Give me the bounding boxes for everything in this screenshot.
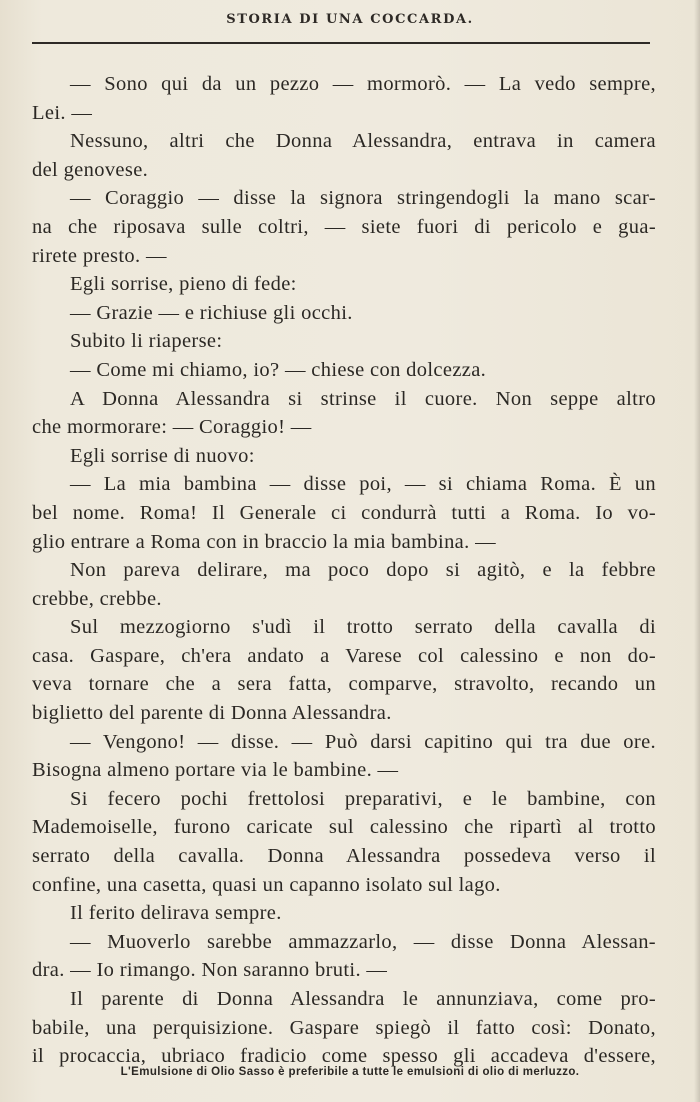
text-line: — Sono qui da un pezzo — mormorò. — La vedo sempre, bbox=[70, 73, 656, 95]
page-edge-shadow bbox=[694, 0, 700, 1102]
text-line: glio entrare a Roma con in braccio la mia bambina. — bbox=[32, 530, 496, 553]
text-line: Bisogna almeno portare via le bambine. — bbox=[32, 759, 399, 782]
text-line: biglietto del parente di Donna Alessandra. bbox=[32, 702, 392, 725]
text-line: — Coraggio — disse la signora stringendogli la mano scar- bbox=[70, 187, 656, 210]
text-line: — Vengono! — disse. — Può darsi capitino qui tra due ore. bbox=[70, 730, 656, 753]
text-line: Si fecero pochi frettolosi preparativi, e le bambine, con bbox=[70, 787, 656, 810]
text-line: A Donna Alessandra si strinse il cuore. Non seppe altro bbox=[70, 387, 656, 410]
text-line: — Grazie — e richiuse gli occhi. bbox=[70, 301, 353, 324]
footer-advertisement: L'Emulsione di Olio Sasso è preferibile a tutte le emulsioni di olio di merluzzo. bbox=[120, 1066, 580, 1078]
text-line: crebbe, crebbe. bbox=[32, 587, 162, 610]
text-line: Il parente di Donna Alessandra le annunziava, come pro- bbox=[70, 988, 656, 1010]
text-line: dra. — Io rimango. Non saranno bruti. — bbox=[32, 959, 388, 982]
text-line: Sul mezzogiorno s'udì il trotto serrato della cavalla di bbox=[70, 616, 656, 639]
body-text bbox=[32, 70, 656, 1071]
text-line: veva tornare che a sera fatta, comparve, stravolto, recando un bbox=[32, 673, 656, 696]
text-line: serrato della cavalla. Donna Alessandra possedeva verso il bbox=[32, 845, 656, 868]
text-line: il procaccia, ubriaco fradicio come spesso gli accadeva d'essere, bbox=[32, 1045, 656, 1068]
text-line: Egli sorrise di nuovo: bbox=[70, 444, 255, 467]
text-line: confine, una casetta, quasi un capanno isolato sul lago. bbox=[32, 873, 501, 896]
running-head-title: STORIA DI UNA COCCARDA. bbox=[226, 12, 474, 27]
text-line: Egli sorrise, pieno di fede: bbox=[70, 273, 297, 296]
text-line: na che riposava sulle coltri, — siete fuori di pericolo e gua- bbox=[32, 215, 656, 238]
text-line: Il ferito delirava sempre. bbox=[70, 902, 282, 925]
text-line: Mademoiselle, furono caricate sul calessino che ripartì al trotto bbox=[32, 816, 656, 839]
text-line: Non pareva delirare, ma poco dopo si agitò, e la febbre bbox=[70, 559, 656, 582]
text-line: babile, una perquisizione. Gaspare spiegò il fatto così: Donato, bbox=[32, 1016, 656, 1039]
text-line: casa. Gaspare, ch'era andato a Varese col calessino e non do- bbox=[32, 644, 656, 667]
header-rule bbox=[32, 42, 650, 44]
text-line: Subito li riaperse: bbox=[70, 330, 223, 353]
text-line: Lei. — bbox=[32, 101, 93, 124]
text-line: — Come mi chiamo, io? — chiese con dolcezza. bbox=[70, 358, 487, 381]
text-line: — Muoverlo sarebbe ammazzarlo, — disse Donna Alessan- bbox=[70, 930, 656, 953]
text-line: bel nome. Roma! Il Generale ci condurrà tutti a Roma. Io vo- bbox=[32, 501, 656, 524]
text-line: Nessuno, altri che Donna Alessandra, entrava in camera bbox=[70, 130, 656, 153]
text-line: — La mia bambina — disse poi, — si chiama Roma. È un bbox=[70, 473, 656, 496]
text-line: rirete presto. — bbox=[32, 244, 167, 267]
text-line: che mormorare: — Coraggio! — bbox=[32, 416, 312, 439]
text-line: del genovese. bbox=[32, 158, 149, 181]
